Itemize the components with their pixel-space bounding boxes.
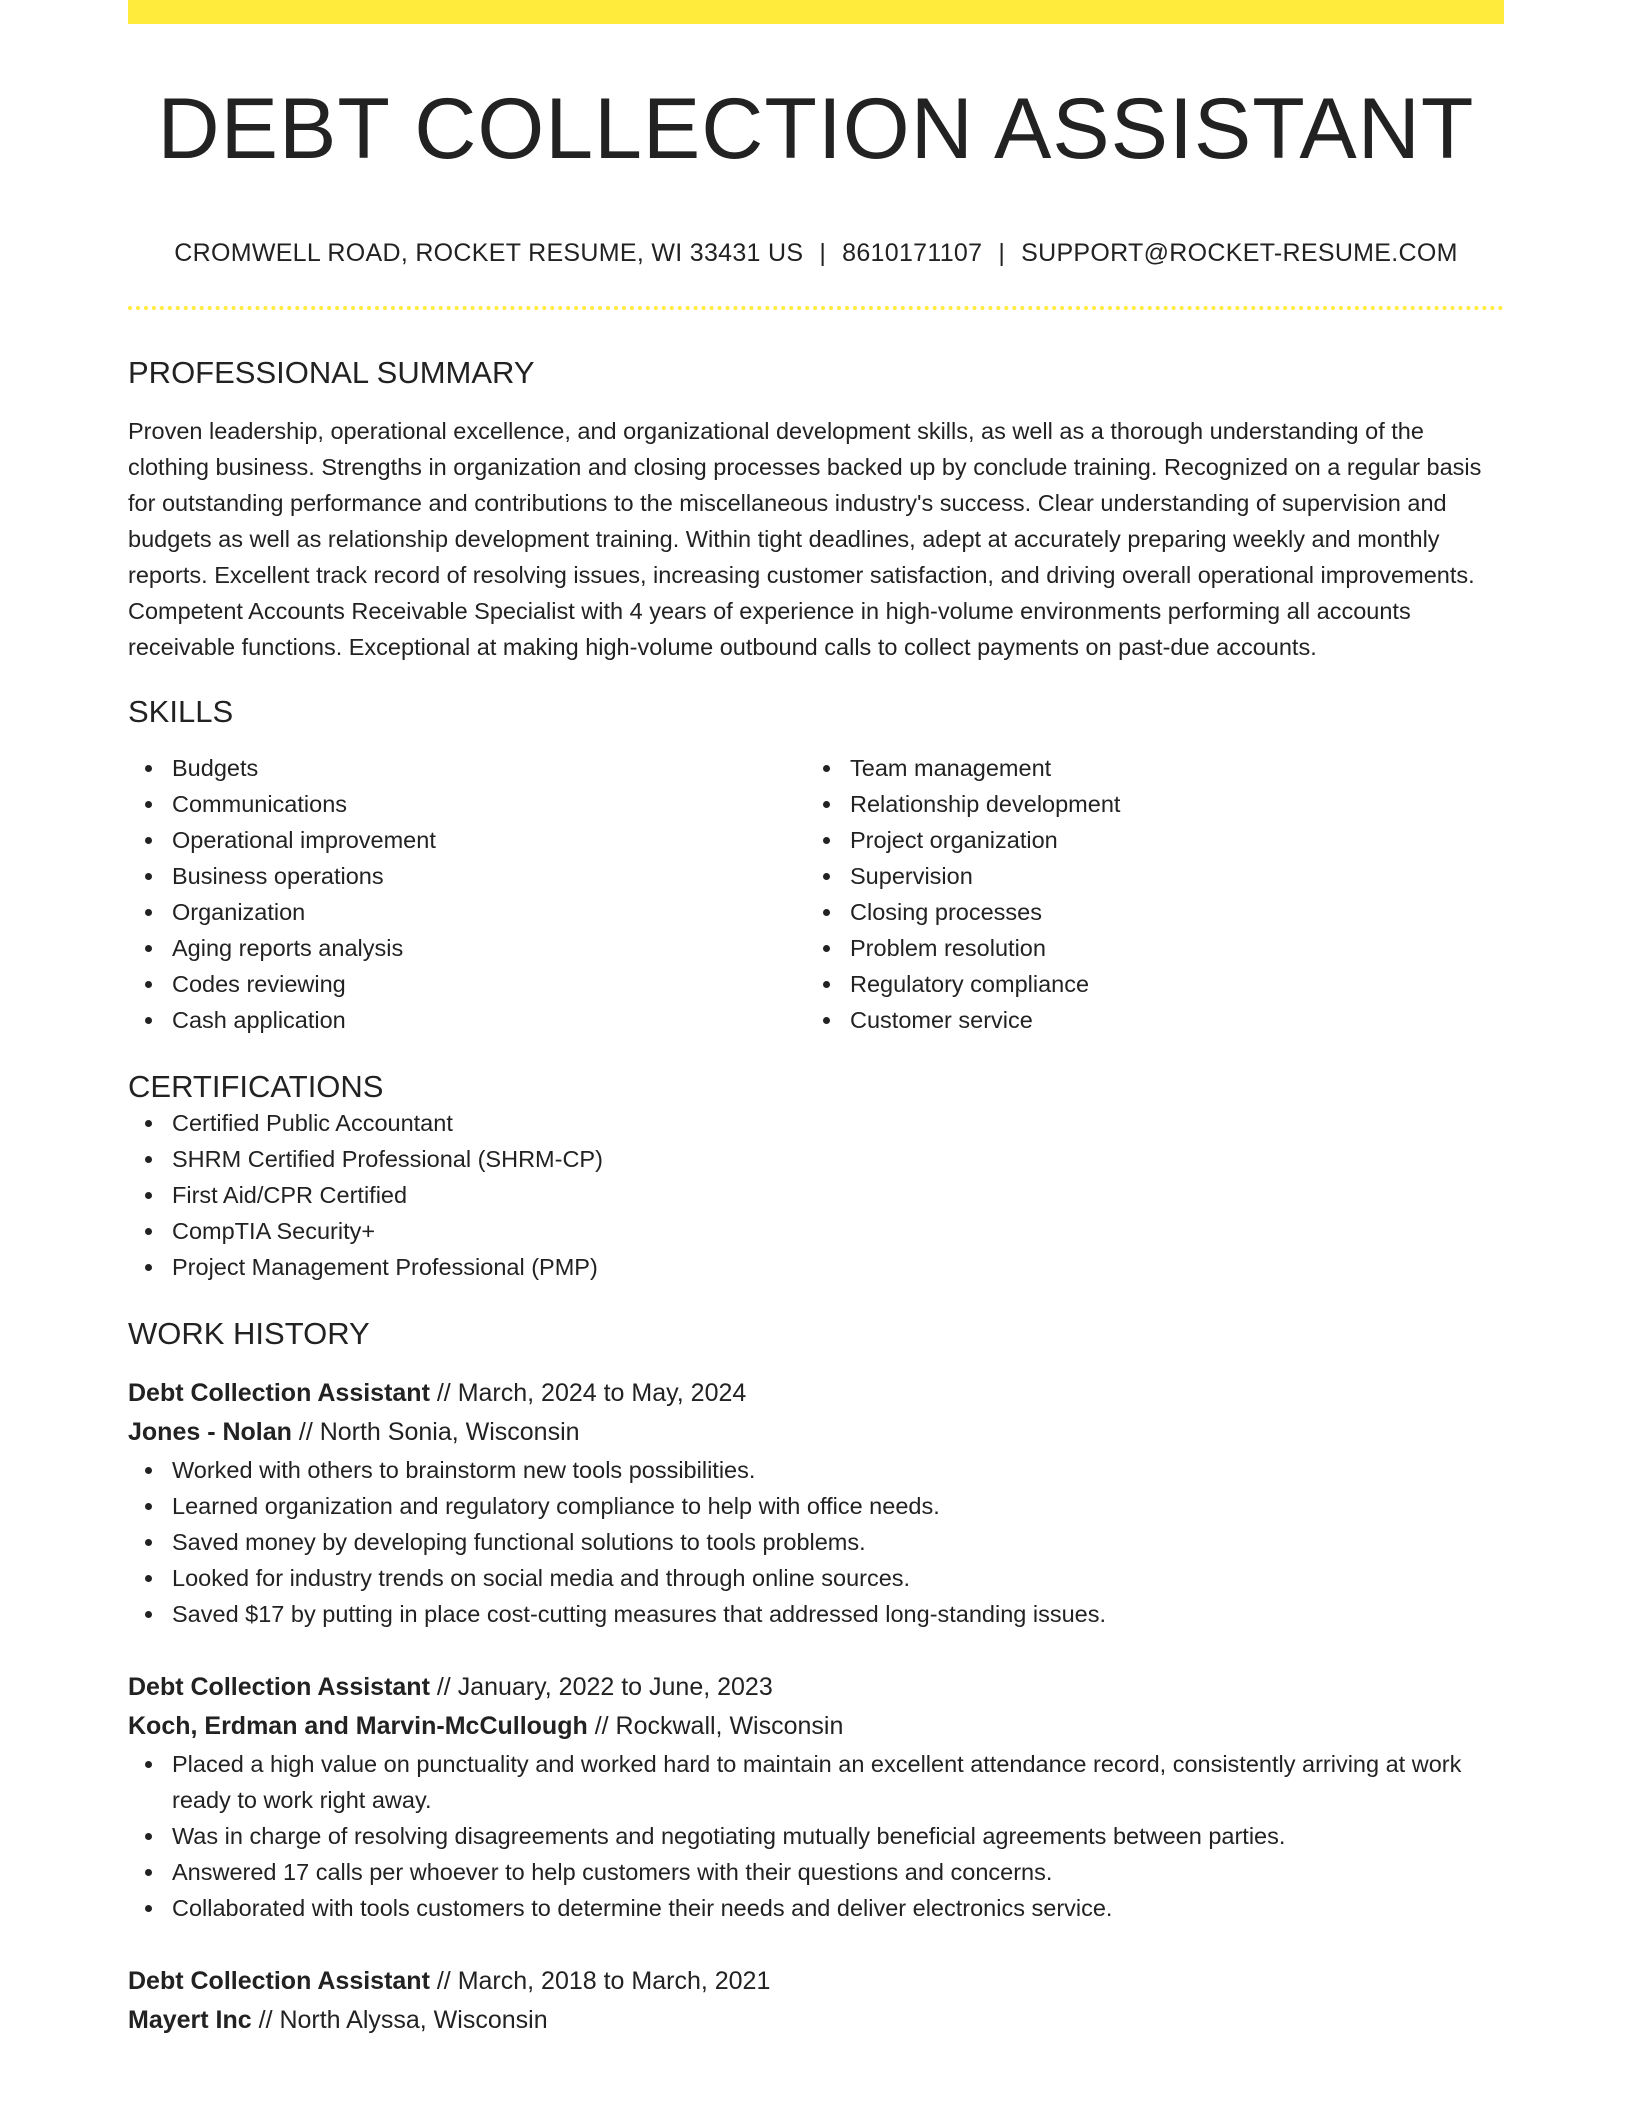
certifications-section: [128, 1068, 1504, 1285]
job-title-line: [128, 1668, 1504, 1707]
job-company: Koch, Erdman and Marvin-McCullough: [128, 1712, 588, 1741]
dotted-divider: [128, 306, 1504, 310]
skill-item: Communications: [128, 786, 806, 822]
contact-separator: |: [998, 238, 1006, 267]
resume-page: [128, 0, 1504, 2040]
skill-item: Team management: [806, 750, 1484, 786]
job-dates: // March, 2024 to May, 2024: [429, 1379, 747, 1408]
skill-item: Problem resolution: [806, 930, 1484, 966]
job-company-line: [128, 1413, 1504, 1452]
skills-section: [128, 693, 1504, 1038]
skill-item: Organization: [128, 894, 806, 930]
job-duty-item: Collaborated with tools customers to determine their needs and deliver electronics service.: [128, 1890, 1504, 1926]
job-location: // North Alyssa, Wisconsin: [251, 2006, 548, 2035]
summary-text: Proven leadership, operational excellence, and organizational development skills, as well as a thorough understanding of the clothing business. Strengths in organization and closing processes backed up by conclude training. Recognized on a regular basis for outstanding performance and contributions to the miscellaneous industry's success. Clear understanding of supervision and budgets as well as relationship development training. Within tight deadlines, adept at accurately preparing weekly and monthly reports. Excellent track record of resolving issues, increasing customer satisfaction, and driving overall operational improvements. Competent Accounts Receivable Specialist with 4 years of experience in high-volume environments performing all accounts receivable functions. Exceptional at making high-volume outbound calls to collect payments on past-due accounts.: [128, 417, 1482, 660]
skill-item: Business operations: [128, 858, 806, 894]
contact-separator: |: [819, 238, 827, 267]
certification-item: First Aid/CPR Certified: [128, 1177, 1504, 1213]
skill-item: Relationship development: [806, 786, 1484, 822]
certification-item: Project Management Professional (PMP): [128, 1249, 1504, 1285]
certifications-list: [128, 1105, 1504, 1285]
job-duty-item: Learned organization and regulatory compliance to help with office needs.: [128, 1488, 1504, 1524]
skill-item: Operational improvement: [128, 822, 806, 858]
job-duty-item: Saved money by developing functional solutions to tools problems.: [128, 1524, 1504, 1560]
job-title-line: [128, 1962, 1504, 2001]
job-entry: [128, 1962, 1504, 2040]
skill-item: Cash application: [128, 1002, 806, 1038]
job-location: // North Sonia, Wisconsin: [291, 1418, 580, 1447]
job-duty-item: Worked with others to brainstorm new tools possibilities.: [128, 1452, 1504, 1488]
job-company: Jones - Nolan: [128, 1418, 292, 1447]
contact-email[interactable]: SUPPORT@ROCKET-RESUME.COM: [1021, 238, 1458, 267]
certification-item: SHRM Certified Professional (SHRM-CP): [128, 1141, 1504, 1177]
skill-item: Aging reports analysis: [128, 930, 806, 966]
job-dates: // March, 2018 to March, 2021: [429, 1967, 771, 1996]
skill-item: Supervision: [806, 858, 1484, 894]
certification-item: Certified Public Accountant: [128, 1105, 1504, 1141]
accent-top-bar: [128, 0, 1504, 24]
professional-summary-section: [128, 354, 1504, 665]
skill-item: Codes reviewing: [128, 966, 806, 1002]
job-duty-item: Saved $17 by putting in place cost-cutting measures that addressed long-standing issues.: [128, 1596, 1504, 1632]
job-duty-item: Answered 17 calls per whoever to help customers with their questions and concerns.: [128, 1854, 1504, 1890]
resume-title: DEBT COLLECTION ASSISTANT: [157, 81, 1475, 177]
skill-item: Customer service: [806, 1002, 1484, 1038]
skill-item: Project organization: [806, 822, 1484, 858]
job-role: Debt Collection Assistant: [128, 1379, 430, 1408]
section-title-work-history: WORK HISTORY: [128, 1316, 370, 1352]
contact-phone: 8610171107: [842, 238, 983, 267]
contact-line: [128, 239, 1504, 268]
job-duty-item: Was in charge of resolving disagreements and negotiating mutually beneficial agreements between parties.: [128, 1818, 1504, 1854]
job-role: Debt Collection Assistant: [128, 1673, 430, 1702]
job-entry: [128, 1374, 1504, 1632]
skills-left-column: [128, 750, 806, 1038]
skills-grid: [128, 750, 1504, 1038]
section-title-skills: SKILLS: [128, 693, 234, 729]
job-duties-list: [128, 1452, 1504, 1632]
skill-item: Regulatory compliance: [806, 966, 1484, 1002]
section-title-certifications: CERTIFICATIONS: [128, 1068, 384, 1104]
section-title-summary: PROFESSIONAL SUMMARY: [128, 354, 535, 390]
job-dates: // January, 2022 to June, 2023: [429, 1673, 773, 1702]
skills-right-column: [806, 750, 1484, 1038]
job-entry: [128, 1668, 1504, 1926]
job-duty-item: Looked for industry trends on social media and through online sources.: [128, 1560, 1504, 1596]
work-history-section: [128, 1315, 1504, 2040]
job-role: Debt Collection Assistant: [128, 1967, 430, 1996]
contact-address: CROMWELL ROAD, ROCKET RESUME, WI 33431 US: [174, 238, 804, 267]
job-duty-item: Placed a high value on punctuality and worked hard to maintain an excellent attendance record, consistently arriving at work ready to work right away.: [128, 1746, 1504, 1818]
certification-item: CompTIA Security+: [128, 1213, 1504, 1249]
skill-item: Closing processes: [806, 894, 1484, 930]
job-location: // Rockwall, Wisconsin: [587, 1712, 844, 1741]
job-company-line: [128, 1707, 1504, 1746]
job-duties-list: [128, 1746, 1504, 1926]
skill-item: Budgets: [128, 750, 806, 786]
job-company-line: [128, 2001, 1504, 2040]
job-title-line: [128, 1374, 1504, 1413]
job-company: Mayert Inc: [128, 2006, 252, 2035]
